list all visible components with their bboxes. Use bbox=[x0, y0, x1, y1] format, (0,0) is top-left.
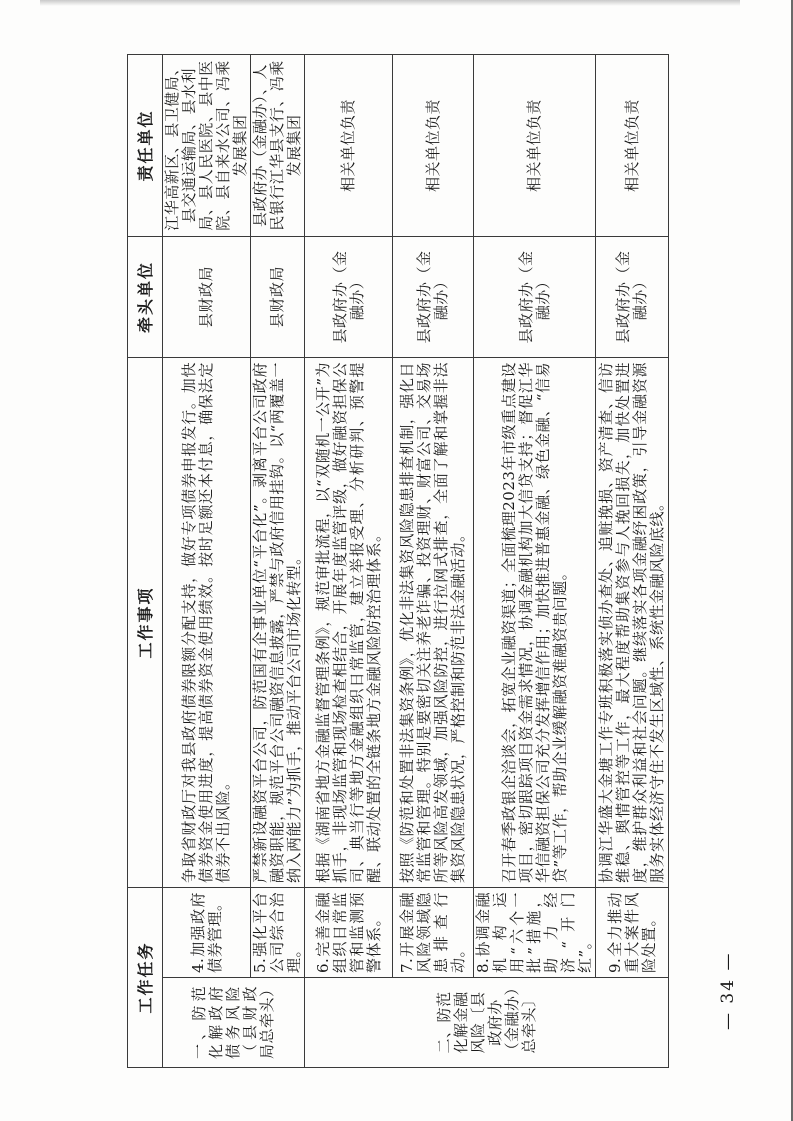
responsible-unit-cell: 县政府办（金融办）、人民银行江华县支行、冯乘发展集团 bbox=[251, 54, 305, 236]
lead-unit-cell: 县财政局 bbox=[251, 236, 305, 357]
rotated-table-container bbox=[127, 55, 669, 1068]
table-row bbox=[251, 54, 305, 1067]
task-cell: 9.全力推动重大案件风险处置。 bbox=[596, 887, 669, 977]
scan-shadow bbox=[40, 0, 740, 6]
item-cell: 争取省财政厅对我县政府债券限额分配支持，做好专项债券申报发行。加快债券资金使用进度，提高债券资金使用绩效。按时足额还本付息，确保法定债券不出风险。 bbox=[163, 357, 251, 887]
item-cell: 严禁新设融资平台公司，防范国有企事业单位“平台化”。剥离平台公司政府融资职能，规范平台公司融资信息披露，严禁与政府信用挂钩。以“两覆盖一纳入两能力”为抓手，推动平台公司市场化转型。 bbox=[251, 357, 305, 887]
header-resp: 责任单位 bbox=[128, 54, 163, 236]
responsible-unit-cell: 相关单位负责 bbox=[393, 54, 474, 236]
lead-unit-cell: 县政府办（金融办） bbox=[596, 236, 669, 357]
lead-unit-cell: 县政府办（金融办） bbox=[393, 236, 474, 357]
item-cell: 召开春季政银企洽谈会，拓宽企业融资渠道；全面梳理2023年市级重点建设项目，密切跟踪项目资金需求情况，协调金融机构加大信贷支持；督促江华华信融资担保公司充分发挥增信作用；加快推进普惠金融、绿色金融、“信易贷”等工作，帮助企业缓解融资难融资贵问题。 bbox=[474, 357, 596, 887]
table-row bbox=[596, 54, 669, 1067]
responsible-unit-cell: 相关单位负责 bbox=[596, 54, 669, 236]
item-cell: 根据《湖南省地方金融监督管理条例》，规范审批流程，以“双随机一公开”为抓手，非现场监管和现场检查相结合，开展年度监管评级，做好融资担保公司、典当行等地方金融组织日常监管，建立举报受理、分析研判、预警提醒、联动处置的全链条地方金融风险防控治理体系。 bbox=[305, 357, 393, 887]
page-number: — 34 — bbox=[718, 951, 738, 1030]
table-row bbox=[474, 54, 596, 1067]
task-cell: 6.完善金融组织日常监管和监测预警体系。 bbox=[305, 887, 393, 977]
lead-unit-cell: 县政府办（金融办） bbox=[474, 236, 596, 357]
lead-unit-cell: 县政府办（金融办） bbox=[305, 236, 393, 357]
header-task: 工作任务 bbox=[128, 887, 163, 1067]
table-row bbox=[393, 54, 474, 1067]
table-row bbox=[163, 54, 251, 1067]
responsible-unit-cell: 相关单位负责 bbox=[474, 54, 596, 236]
category-cell: 一、防范化解政府债务风险（县财政局总牵头） bbox=[163, 978, 305, 1068]
task-cell: 5.强化平台公司综合治理。 bbox=[251, 887, 305, 977]
task-cell: 8.协调金融机构运用“六个一批”措施，助力经济“开门红”。 bbox=[474, 887, 596, 977]
table-row bbox=[305, 54, 393, 1067]
responsible-unit-cell: 江华高新区、县卫健局、县交通运输局、县水利局、县人民医院、县中医院、县自来水公司、冯乘发展集团 bbox=[163, 54, 251, 236]
task-cell: 7.开展金融风险领域隐患排查行动。 bbox=[393, 887, 474, 977]
responsible-unit-cell: 相关单位负责 bbox=[305, 54, 393, 236]
item-cell: 按照《防范和处置非法集资条例》，优化非法集资风险隐患排查机制，强化日常监管和管理。特别是要密切关注养老诈骗、投资理财、财富公司、交易场所等风险高发领域，加强风险防控，进行拉网式排查，全面了解和掌握非法集资风险隐患状况，严格控制和防范非法金融活动。 bbox=[393, 357, 474, 887]
table-header-row bbox=[128, 54, 163, 1067]
header-lead: 牵头单位 bbox=[128, 236, 163, 357]
header-item: 工作事项 bbox=[128, 357, 163, 887]
category-cell: 二、防范化解金融风险〔县政府办（金融办）总牵头〕 bbox=[305, 978, 669, 1068]
work-task-table bbox=[127, 54, 669, 1068]
lead-unit-cell: 县财政局 bbox=[163, 236, 251, 357]
task-cell: 4.加强政府债券管理。 bbox=[163, 887, 251, 977]
item-cell: 协调江华盛大金塘工作专班积极落实侦办查处、追赃挽损、资产清查、信访维稳、舆情管控等工作，最大程度帮助集资参与人挽回损失，加快处置进度，维护群众利益和社会问题。继续落实各项金融纾困政策，引导金融资源服务实体经济守住不发生区域性、系统性金融风险底线。 bbox=[596, 357, 669, 887]
